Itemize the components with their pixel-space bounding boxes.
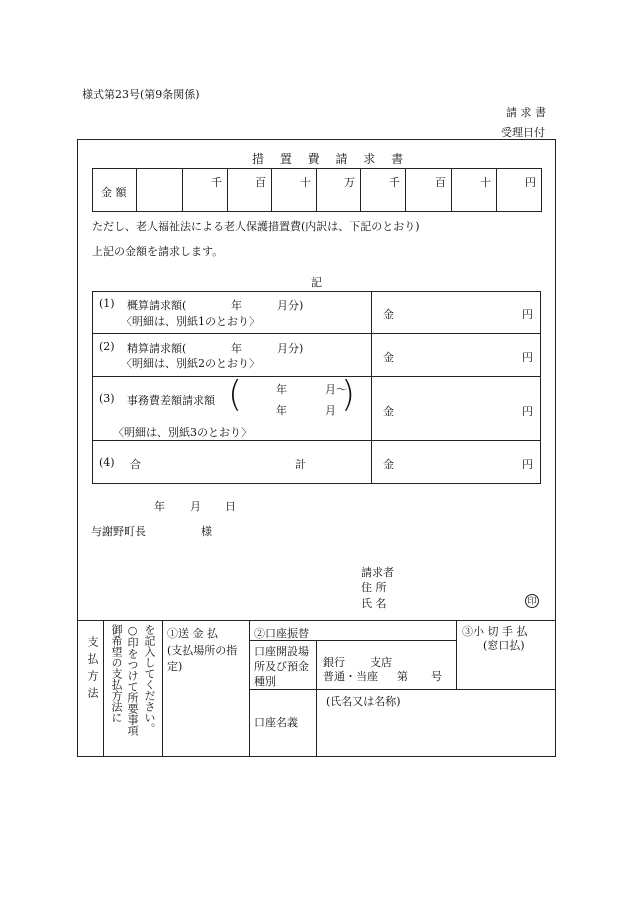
request-text: 上記の金額を請求します。 — [92, 245, 224, 258]
proviso-text: ただし、老人福祉法による老人保護措置費(内訳は、下記のとおり) — [92, 220, 420, 233]
right-bracket: ) — [341, 374, 356, 415]
account-no-label: 第 — [397, 670, 408, 683]
total-kin: 金 — [383, 458, 394, 471]
branch-label: 支店 — [370, 656, 392, 669]
seisan-en: 円 — [522, 351, 533, 364]
digit-unit: 円 — [525, 176, 536, 189]
date-year: 年 — [154, 500, 165, 513]
account-name-label: 口座名義 — [254, 716, 298, 729]
gaisan-detail: 〈明細は、別紙1のとおり〉 — [121, 315, 260, 328]
jimuhi-detail: 〈明細は、別紙3のとおり〉 — [113, 426, 252, 439]
seisan-month: 月分) — [277, 342, 304, 355]
item-number: (3) — [99, 392, 115, 405]
received-date-label: 受理日付 — [501, 126, 545, 139]
date-month: 月 — [190, 500, 201, 513]
gaisan-kin: 金 — [383, 308, 394, 321]
option-check-note: (窓口払) — [483, 639, 525, 652]
jimuhi-month2: 月 — [325, 404, 336, 417]
payment-method-label: 支払方法 — [86, 636, 99, 704]
gaisan-label: 概算請求額( — [127, 299, 187, 312]
payment-instruction: ○印をつけて所要事項 — [126, 624, 139, 736]
digit-unit: 十 — [480, 176, 491, 189]
addressee-town: 与謝野町長 — [91, 525, 146, 538]
gaisan-en: 円 — [522, 308, 533, 321]
account-place-label: 口座開設場所及び預金種別 — [254, 645, 309, 688]
form-title: 措 置 費 請 求 書 — [252, 152, 410, 166]
digit-unit: 千 — [211, 176, 222, 189]
seisan-detail: 〈明細は、別紙2のとおり〉 — [121, 357, 260, 370]
gaisan-year: 年 — [231, 299, 242, 312]
jimuhi-month1: 月〜 — [325, 383, 347, 396]
seisan-kin: 金 — [383, 351, 394, 364]
total-label-kei: 計 — [295, 458, 306, 471]
form-number: 様式第23号(第9条関係) — [82, 88, 200, 101]
option-remittance-note: (支払場所の指定) — [167, 644, 238, 673]
option-remittance-title[interactable]: ①送 金 払 — [167, 627, 218, 640]
digit-unit: 百 — [255, 176, 266, 189]
seisan-year: 年 — [231, 342, 242, 355]
option-transfer-title[interactable]: ②口座振替 — [254, 627, 309, 640]
claimant-name-label: 氏 名 — [361, 597, 387, 610]
option-check-title[interactable]: ③小 切 手 払 — [462, 625, 528, 638]
claimant-label: 請求者 — [361, 566, 394, 579]
doc-type-label: 請 求 書 — [506, 106, 546, 119]
digit-unit: 万 — [344, 176, 355, 189]
item-number: (1) — [99, 297, 115, 310]
jimuhi-label: 事務費差額請求額 — [127, 394, 215, 407]
jimuhi-kin: 金 — [383, 405, 394, 418]
item-number: (2) — [99, 340, 115, 353]
seal-mark: 印 — [525, 594, 539, 608]
account-go-label: 号 — [431, 670, 442, 683]
left-bracket: ( — [228, 374, 243, 415]
bank-label: 銀行 — [323, 656, 345, 669]
total-label-go: 合 — [130, 458, 141, 471]
date-day: 日 — [225, 500, 236, 513]
digit-unit: 百 — [435, 176, 446, 189]
digit-unit: 十 — [300, 176, 311, 189]
amount-label: 金 額 — [101, 186, 127, 199]
account-type-label: 普通・当座 — [323, 670, 378, 683]
digit-unit: 千 — [389, 176, 400, 189]
addressee-sama: 様 — [201, 525, 212, 538]
seisan-label: 精算請求額( — [127, 342, 187, 355]
gaisan-month: 月分) — [277, 299, 304, 312]
payment-instruction: を記入してください。 — [143, 624, 156, 734]
account-name-note: (氏名又は名称) — [326, 695, 401, 708]
jimuhi-year2: 年 — [276, 404, 287, 417]
jimuhi-en: 円 — [522, 405, 533, 418]
ki-label: 記 — [311, 276, 322, 289]
jimuhi-year1: 年 — [276, 383, 287, 396]
item-number: (4) — [99, 456, 115, 469]
payment-instruction: 御希望の支払方法に — [110, 624, 123, 723]
total-en: 円 — [522, 458, 533, 471]
claimant-address-label: 住 所 — [361, 581, 387, 594]
